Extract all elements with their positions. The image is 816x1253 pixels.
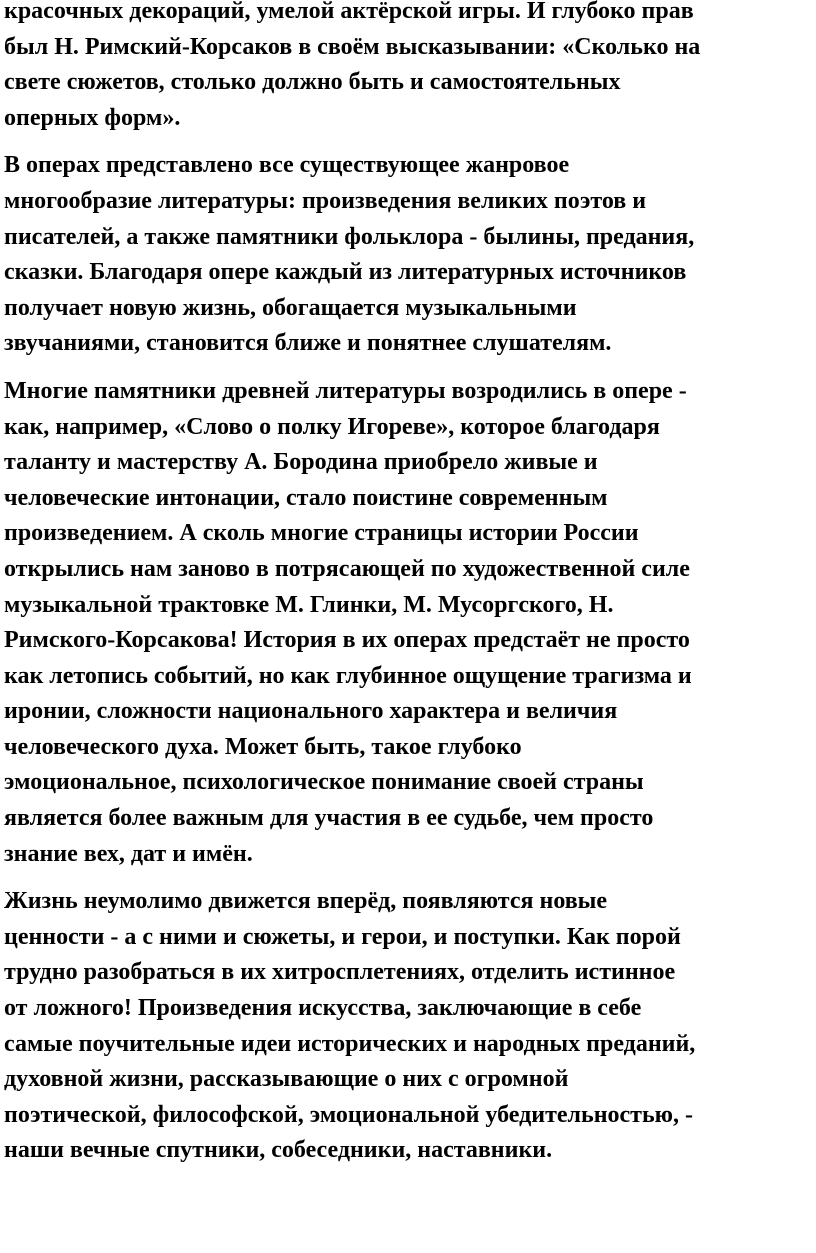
- text-line: Жизнь неумолимо движется вперёд, появляются новые: [4, 888, 608, 915]
- text-line: самые поучительные идеи исторических и народных преданий,: [4, 1030, 696, 1057]
- text-line: оперных форм».: [4, 104, 181, 131]
- text-line: получает новую жизнь, обогащается музыкальными: [4, 294, 577, 321]
- text-line: открылись нам заново в потрясающей по художественной силе: [4, 555, 690, 582]
- text-line: таланту и мастерству А. Бородина приобрело живые и: [4, 449, 598, 476]
- text-line: произведением. А сколь многие страницы истории России: [4, 520, 639, 547]
- text-line: человеческого духа. Может быть, такое глубоко: [4, 733, 522, 760]
- text-line: писателей, а также памятники фольклора - былины, предания,: [4, 223, 695, 250]
- paragraph-2: [4, 148, 810, 362]
- text-line: Римского-Корсакова! История в их операх предстаёт не просто: [4, 627, 690, 654]
- text-line: многообразие литературы: произведения великих поэтов и: [4, 187, 647, 214]
- paragraph-1: [4, 0, 810, 136]
- text-line: звучаниями, становится ближе и понятнее слушателям.: [4, 330, 612, 357]
- text-line: наши вечные спутники, собеседники, наставники.: [4, 1137, 553, 1164]
- text-line: как летопись событий, но как глубинное ощущение трагизма и: [4, 662, 692, 689]
- text-line: человеческие интонации, стало поистине современным: [4, 484, 608, 511]
- text-line: иронии, сложности национального характера и величия: [4, 698, 618, 725]
- text-line: красочных декораций, умелой актёрской игры. И глубоко прав: [4, 0, 694, 24]
- text-line: эмоциональное, психологическое понимание своей страны: [4, 769, 644, 796]
- paragraph-4: [4, 884, 810, 1169]
- text-line: от ложного! Произведения искусства, заключающие в себе: [4, 995, 642, 1022]
- text-line: трудно разобраться в их хитросплетениях, отделить истинное: [4, 959, 676, 986]
- text-line: духовной жизни, рассказывающие о них с огромной: [4, 1066, 569, 1093]
- text-line: поэтической, философской, эмоциональной убедительностью, -: [4, 1101, 693, 1128]
- paragraph-3: [4, 374, 810, 872]
- text-line: является более важным для участия в ее судьбе, чем просто: [4, 805, 654, 832]
- text-line: ценности - а с ними и сюжеты, и герои, и поступки. Как порой: [4, 923, 681, 950]
- text-line: свете сюжетов, столько должно быть и самостоятельных: [4, 69, 621, 96]
- text-line: как, например, «Слово о полку Игореве», которое благодаря: [4, 413, 660, 440]
- text-line: был Н. Римский-Корсаков в своём высказывании: «Сколько на: [4, 33, 701, 60]
- text-line: музыкальной трактовке М. Глинки, М. Мусоргского, Н.: [4, 591, 614, 618]
- text-line: В операх представлено все существующее жанровое: [4, 152, 570, 179]
- text-line: Многие памятники древней литературы возродились в опере -: [4, 377, 687, 404]
- text-line: знание вех, дат и имён.: [4, 840, 253, 867]
- text-line: сказки. Благодаря опере каждый из литературных источников: [4, 259, 687, 286]
